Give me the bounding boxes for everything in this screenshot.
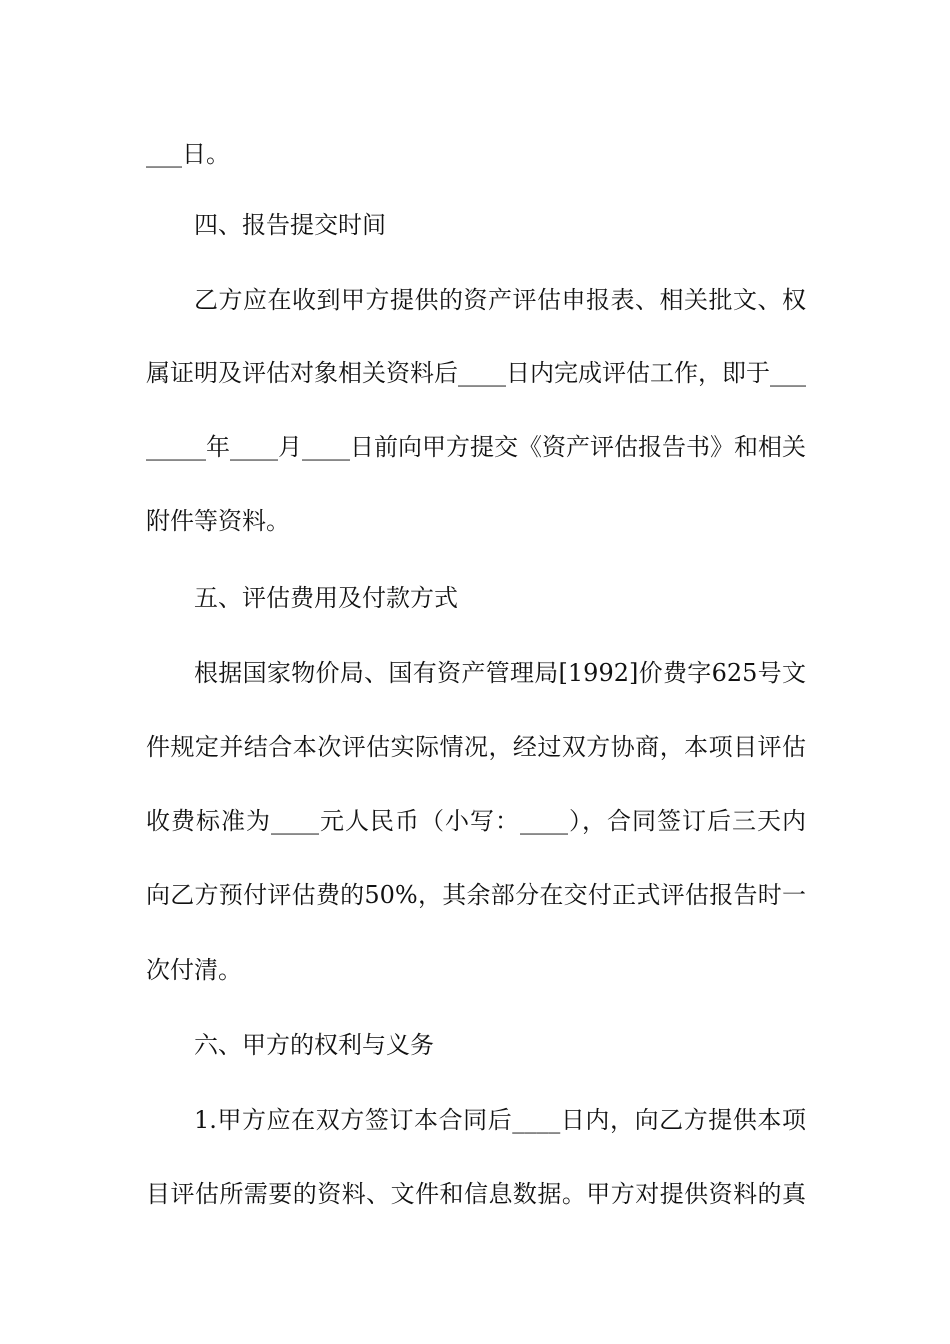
section-heading-fees-payment: 五、评估费用及付款方式 [194, 584, 458, 612]
paragraph-line: _____年____月____日前向甲方提交《资产评估报告书》和相关 [146, 433, 806, 461]
paragraph-line: 1.甲方应在双方签订本合同后____日内，向乙方提供本项 [194, 1106, 806, 1134]
paragraph-line: 收费标准为____元人民币（小写：____），合同签订后三天内 [146, 807, 806, 835]
paragraph-line: 属证明及评估对象相关资料后____日内完成评估工作，即于___ [146, 359, 806, 387]
paragraph-line: 件规定并结合本次评估实际情况，经过双方协商，本项目评估 [146, 733, 806, 761]
paragraph-line: 根据国家物价局、国有资产管理局[1992]价费字625号文 [194, 659, 806, 687]
text-line-date-end: ___日。 [146, 140, 230, 168]
paragraph-line: 附件等资料。 [146, 507, 290, 535]
paragraph-line: 向乙方预付评估费的50%，其余部分在交付正式评估报告时一 [146, 881, 806, 909]
paragraph-line: 乙方应在收到甲方提供的资产评估申报表、相关批文、权 [194, 286, 806, 314]
section-heading-party-a-rights: 六、甲方的权利与义务 [194, 1031, 434, 1059]
section-heading-report-submission: 四、报告提交时间 [194, 211, 386, 239]
paragraph-line: 目评估所需要的资料、文件和信息数据。甲方对提供资料的真 [146, 1180, 806, 1208]
paragraph-line: 次付清。 [146, 956, 242, 984]
